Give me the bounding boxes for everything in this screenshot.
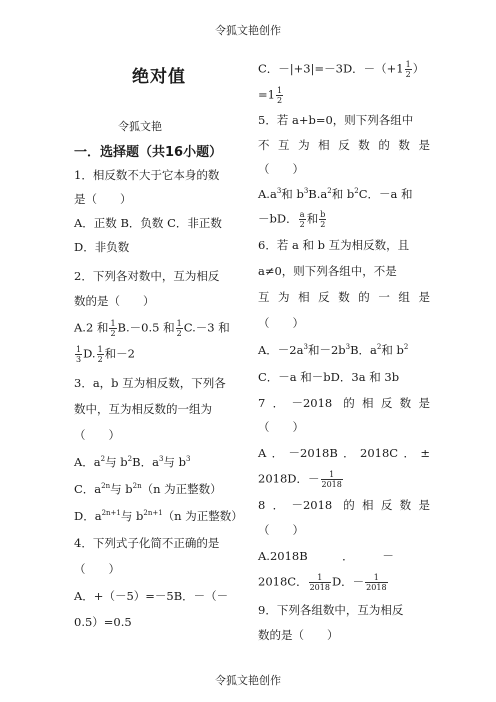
fraction: $\frac{1}{2018}$ — [366, 573, 387, 592]
q5-options-abc: $A.a^3$和 $b^3B.a^2$和 $b^2C$．－a 和 — [258, 187, 413, 201]
q6-options-ab: A．$-2a^3$和$-2b^3B$．$a^2$和 $b^2$ — [258, 343, 409, 357]
q7-options-abc: A．－2018B．2018C．± — [258, 446, 430, 460]
q1-line1: 1．相反数不大于它本身的数 — [74, 168, 220, 182]
q8-line1: 8．－2018 的相反数是 — [258, 498, 430, 512]
q5-line3: （ ） — [258, 162, 304, 176]
q4-option-b-cont: 0.5）=0.5 — [74, 615, 132, 629]
fraction: $\frac{1}{2}$ — [405, 60, 411, 79]
page-header: 令狐文艳创作 — [215, 24, 281, 37]
fraction: $\frac{1}{2018}$ — [321, 470, 342, 489]
q4-options-ab: A．+（－5）=－5B．－（－ — [74, 589, 229, 603]
q2-option-a: A.2 和 — [74, 320, 109, 335]
q2-line1: 2．下列各对数中，互为相反 — [74, 269, 220, 283]
q1-option-d: D．非负数 — [74, 240, 130, 254]
page-title: 绝对值 — [132, 67, 186, 87]
q6-line2: a≠0，则下列各组中，不是 — [258, 264, 397, 278]
author-name: 令狐文艳 — [118, 120, 162, 133]
q1-options: A．正数 B．负数 C．非正数 — [74, 216, 222, 230]
q2-option-c: C.－3 和 — [183, 320, 230, 335]
q4-options-cd: C．－|+3|=－3D．－（+1 $\frac{1}{2}$ ） — [258, 60, 425, 79]
q2-option-b: B.－0.5 和 — [117, 320, 175, 335]
q6-line4: （ ） — [258, 316, 304, 330]
section-heading: 一．选择题（共16小题） — [74, 145, 223, 160]
q3-line1: 3．a，b 互为相反数，下列各 — [74, 376, 226, 390]
q3-option-d: D．$a^{2n+1}$与 $b^{2n+1}(n$ 为正整数） — [74, 509, 243, 523]
fraction: $\frac{1}{2018}$ — [309, 573, 330, 592]
q3-options-ab: A．$a^2$与 $b^2B$．$a^3$与 $b^3$ — [74, 455, 191, 469]
fraction: $\frac{b}{2}$ — [320, 210, 326, 229]
page-footer: 令狐文艳创作 — [215, 674, 281, 687]
q6-line3: 互为相反数的一组是 — [258, 290, 430, 304]
q2-option-d-line: $\frac{1}{3}$ D. $\frac{1}{2}$ 和－2 — [76, 345, 135, 364]
q4-line2: （ ） — [74, 562, 120, 576]
q6-options-cd: C．－a 和－bD．3a 和 3b — [258, 370, 400, 384]
q5-line2: 不互为相反数的数是 — [258, 138, 430, 152]
q6-line1: 6．若 a 和 b 互为相反数，且 — [258, 238, 410, 252]
q9-line2: 数的是（ ） — [258, 628, 339, 642]
q8-options-ab: A.2018B ． － — [258, 549, 394, 563]
fraction: $\frac{a}{2}$ — [299, 210, 305, 229]
q4-option-d-cont: =1 $\frac{1}{2}$ — [258, 86, 283, 105]
q2-option-d: D. — [83, 346, 96, 361]
q8-line2: （ ） — [258, 523, 304, 537]
q3-option-c: C．$a^{2n}$与 $b^{2n}(n$ 为正整数） — [74, 482, 222, 496]
fraction: $\frac{1}{2}$ — [110, 319, 116, 338]
q4-line1: 4．下列式子化简不正确的是 — [74, 536, 220, 550]
q5-option-d: －bD． $\frac{a}{2}$ 和 $\frac{b}{2}$ — [258, 210, 326, 229]
q1-line2: 是（ ） — [74, 192, 132, 206]
q7-line1: 7．－2018 的相反数是 — [258, 396, 430, 410]
q9-line1: 9．下列各组数中，互为相反 — [258, 603, 404, 617]
q7-option-d: 2018D．－ $\frac{1}{2018}$ — [258, 470, 342, 489]
q8-options-cd: 2018C． $\frac{1}{2018}$ D．－ $\frac{1}{2018}$ — [258, 573, 387, 592]
q2-line2: 数的是（ ） — [74, 294, 155, 308]
fraction: $\frac{1}{3}$ — [76, 345, 82, 364]
q3-line3: （ ） — [74, 428, 120, 442]
q3-line2: 数中，互为相反数的一组为 — [74, 402, 212, 416]
q2-options-abc — [74, 319, 230, 338]
fraction: $\frac{1}{2}$ — [97, 345, 103, 364]
fraction: $\frac{1}{2}$ — [276, 86, 283, 105]
q5-line1: 5．若 a+b=0，则下列各组中 — [258, 113, 414, 127]
fraction: $\frac{1}{2}$ — [176, 319, 182, 338]
q7-line2: （ ） — [258, 420, 304, 434]
